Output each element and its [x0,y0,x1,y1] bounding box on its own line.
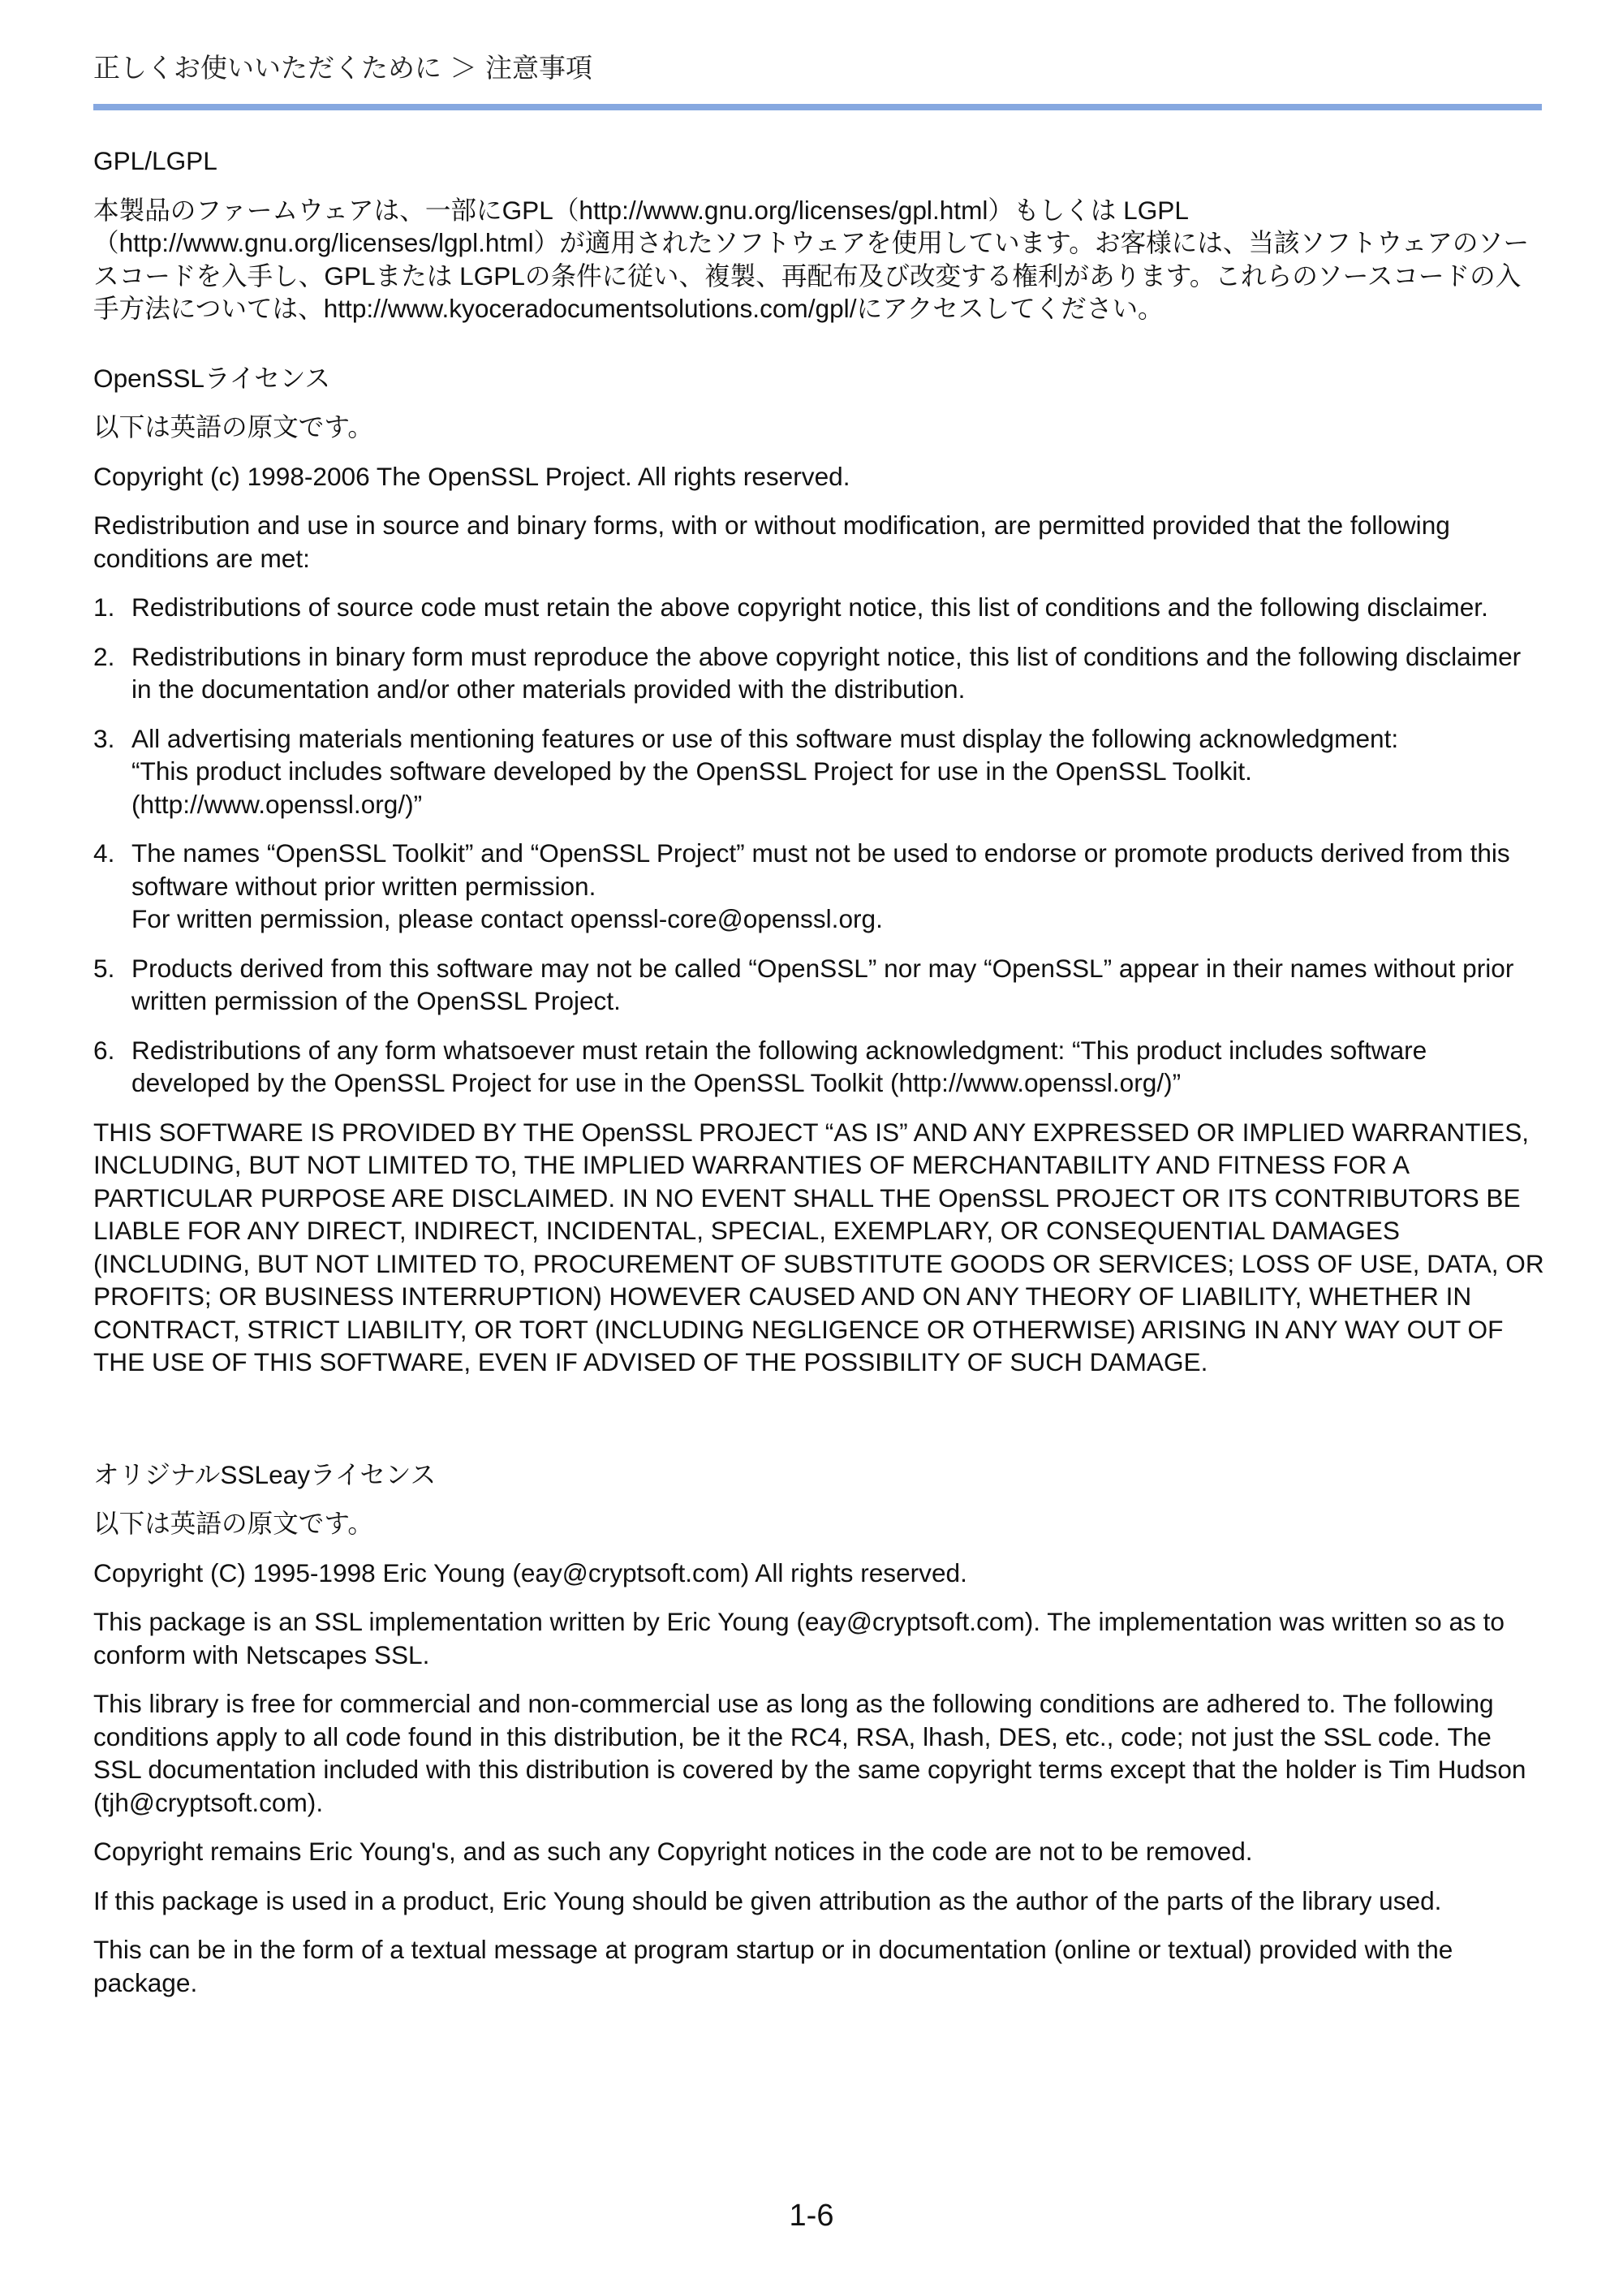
list-item [93,722,1546,821]
ssleay-heading: オリジナルSSLeayライセンス [93,1459,437,1489]
list-item-number: 1. [93,592,115,622]
page-number: 1-6 [789,2199,834,2233]
list-item-text: Redistributions of any form whatsoever must retain the following acknowledgment: “This product includes software developed by the OpenSSL Project for use in the OpenSSL Toolkit (http://www.openssl.org/)” [131,1035,1427,1097]
list-item-number: 5. [93,953,115,983]
ssleay-paragraph-1: This package is an SSL implementation written by Eric Young (eay@cryptsoft.com). The implementation was written so as to conform with Netscapes SSL. [93,1607,1505,1669]
openssl-heading: OpenSSLライセンス [93,363,331,393]
gpl-heading: GPL/LGPL [93,146,217,175]
page-content [93,144,1546,2015]
ssleay-paragraph-5: This can be in the form of a textual message at program startup or in documentation (online or textual) provided with the package. [93,1935,1453,1997]
openssl-intro: 以下は英語の原文です。 [93,412,374,442]
openssl-conditions-list [93,591,1546,1100]
ssleay-paragraph-3: Copyright remains Eric Young's, and as such any Copyright notices in the code are not to be removed. [93,1837,1253,1866]
list-item-text: All advertising materials mentioning features or use of this software must display the following acknowledgment: “This product includes software developed by the OpenSSL Project for use in the OpenSSL Toolkit. (http://www.openssl.org/)” [131,723,1399,819]
list-item-text: Redistributions of source code must retain the above copyright notice, this list of conditions and the following disclaimer. [131,592,1488,622]
ssleay-copyright: Copyright (C) 1995-1998 Eric Young (eay@cryptsoft.com) All rights reserved. [93,1557,967,1587]
list-item [93,1034,1546,1100]
openssl-disclaimer: THIS SOFTWARE IS PROVIDED BY THE OpenSSL PROJECT “AS IS” AND ANY EXPRESSED OR IMPLIED WARRANTIES, INCLUDING, BUT NOT LIMITED TO, THE IMPLIED WARRANTIES OF MERCHANTABILITY AND FITNESS FOR A PARTICULAR PURPOSE ARE DISCLAIMED. IN NO EVENT SHALL THE OpenSSL PROJECT OR ITS CONTRIBUTORS BE LIABLE FOR ANY DIRECT, INDIRECT, INCIDENTAL, SPECIAL, EXEMPLARY, OR CONSEQUENTIAL DAMAGES (INCLUDING, BUT NOT LIMITED TO, PROCUREMENT OF SUBSTITUTE GOODS OR SERVICES; LOSS OF USE, DATA, OR PROFITS; OR BUSINESS INTERRUPTION) HOWEVER CAUSED AND ON ANY THEORY OF LIABILITY, WHETHER IN CONTRACT, STRICT LIABILITY, OR TORT (INCLUDING NEGLIGENCE OR OTHERWISE) ARISING IN ANY WAY OUT OF THE USE OF THIS SOFTWARE, EVEN IF ADVISED OF THE POSSIBILITY OF SUCH DAMAGE. [93,1117,1544,1376]
gpl-body: 本製品のファームウェアは、一部にGPL（http://www.gnu.org/licenses/gpl.html）もしくは LGPL（http://www.gnu.org/licenses/lgpl.html）が適用されたソフトウェアを使用しています。お客様には、当該ソフトウェアのソースコードを入手し、GPLまたは LGPLの条件に従い、複製、再配布及び改変する権利があります。これらのソースコードの入手方法については、http://www.kyoceradocumentsolutions.com/gpl/にアクセスしてください。 [93,195,1530,323]
list-item-number: 2. [93,641,115,671]
list-item-number: 4. [93,838,115,868]
list-item [93,640,1546,706]
openssl-copyright: Copyright (c) 1998-2006 The OpenSSL Project. All rights reserved. [93,461,850,491]
list-item-number: 3. [93,723,115,753]
list-item-text: Redistributions in binary form must reproduce the above copyright notice, this list of conditions and the following disclaimer in the documentation and/or other materials provided with the distribution. [131,641,1522,704]
ssleay-paragraph-4: If this package is used in a product, Eric Young should be given attribution as the author of the parts of the library used. [93,1885,1442,1915]
list-item-number: 6. [93,1035,115,1065]
list-item-text: The names “OpenSSL Toolkit” and “OpenSSL Project” must not be used to endorse or promote products derived from this software without prior written permission. For written permission, please contact openssl-core@openssl.org. [131,838,1510,933]
ssleay-intro: 以下は英語の原文です。 [93,1509,374,1538]
ssleay-paragraph-2: This library is free for commercial and non-commercial use as long as the following conditions are adhered to. The following conditions apply to all code found in this distribution, be it the RC4, RSA, lhash, DES, etc., code; not just the SSL code. The SSL documentation included with this distribution is covered by the same copyright terms except that the holder is Tim Hudson (tjh@cryptsoft.com). [93,1689,1526,1817]
list-item-text: Products derived from this software may not be called “OpenSSL” nor may “OpenSSL” appear in their names without prior written permission of the OpenSSL Project. [131,953,1514,1015]
list-item [93,952,1546,1018]
header-divider [93,104,1542,110]
breadcrumb: 正しくお使いいただくために ＞ 注意事項 [93,52,592,84]
openssl-redistribution: Redistribution and use in source and binary forms, with or without modification, are permitted provided that the following conditions are met: [93,510,1450,573]
list-item [93,837,1546,936]
list-item [93,591,1546,624]
